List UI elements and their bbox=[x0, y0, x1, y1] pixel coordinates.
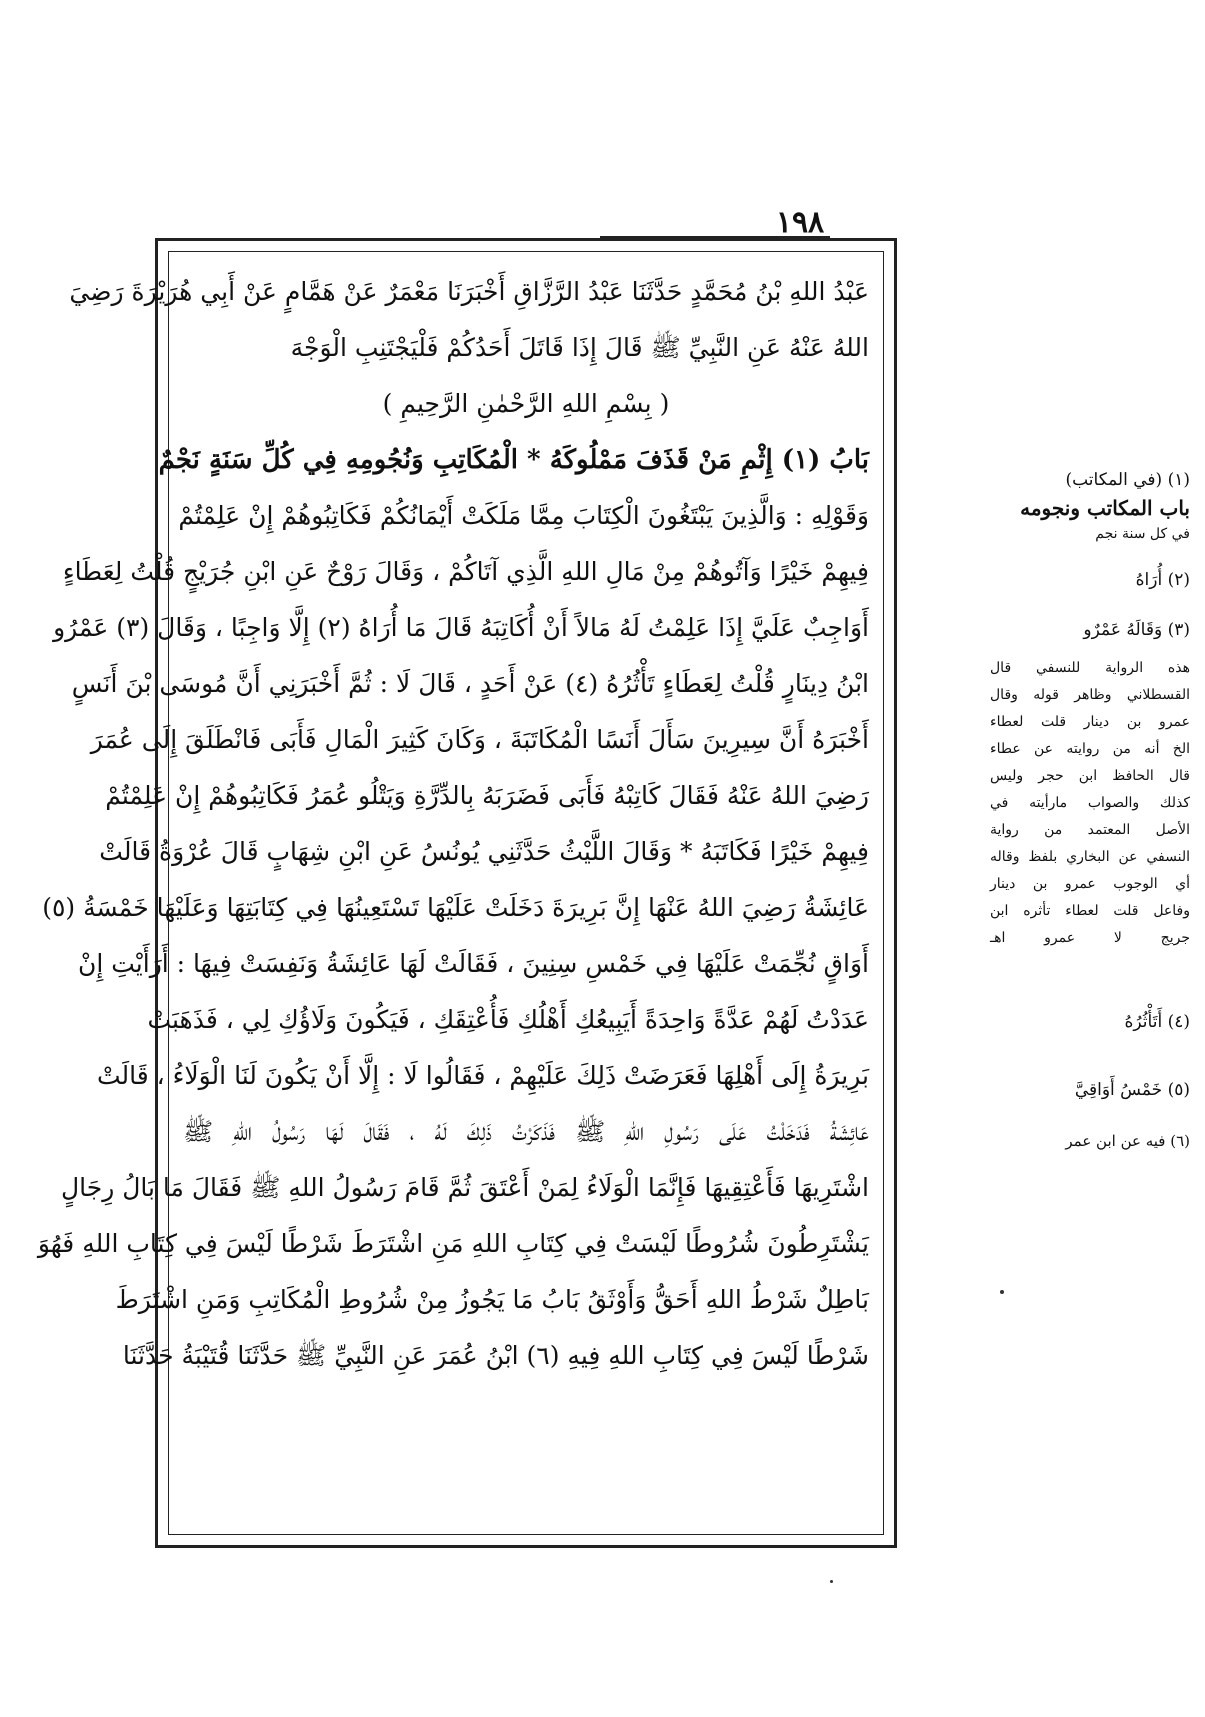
main-text-inner-frame bbox=[37, 251, 884, 1535]
margin-note-3-line: هذه الرواية للنسفي قال bbox=[990, 660, 1190, 676]
margin-note-4: (٤) أَتَأْثُرُهُ bbox=[1124, 1012, 1190, 1032]
margin-note-1-sub: في كل سنة نجم bbox=[1095, 526, 1190, 542]
text-line-19: بَاطِلٌ شَرْطُ اللهِ أَحَقُّ وَأَوْثَقُ بَابُ مَا يَجُوزُ مِنْ شُرُوطِ الْمُكَاتِبِ وَمَنِ اشْتَرَطَ bbox=[115, 1285, 869, 1314]
margin-note-3-line: جريج لا عمرو اهـ bbox=[990, 930, 1190, 946]
main-text-block bbox=[37, 264, 869, 1526]
text-line-1: عَبْدُ اللهِ بْنُ مُحَمَّدٍ حَدَّثَنَا عَبْدُ الرَّزَّاقِ أَخْبَرَنَا مَعْمَرٌ عَنْ هَمَّامٍ عَنْ أَبِي هُرَيْرَةَ رَضِيَ bbox=[69, 277, 869, 306]
chapter-heading: بَابُ (١) إِثْمِ مَنْ قَذَفَ مَمْلُوكَهُ * الْمُكَاتِبِ وَنُجُومِهِ فِي كُلِّ سَنَةٍ نَجْمٌ bbox=[158, 445, 869, 475]
main-text-frame bbox=[37, 238, 897, 1548]
page-number: ١٩٨ bbox=[775, 205, 825, 240]
text-line-11: فِيهِمْ خَيْرًا فَكَاتَبَهُ * وَقَالَ اللَّيْثُ حَدَّثَنِي يُونُسُ عَنِ ابْنِ شِهَابٍ قَالَ عُرْوَةُ قَالَتْ bbox=[99, 837, 869, 866]
basmala: ( بِسْمِ اللهِ الرَّحْمٰنِ الرَّحِيمِ ) bbox=[382, 389, 670, 418]
margin-note-3-line: الخ أنه من روايته عن عطاء bbox=[990, 741, 1190, 757]
margin-note-2: (٢) أُرَاهُ bbox=[1135, 570, 1190, 590]
margin-note-5: (٥) خَمْسُ أَوَاقِيَّ bbox=[1074, 1080, 1190, 1100]
text-line-14: عَدَدْتُ لَهُمْ عَدَّةً وَاحِدَةً أَيَبِيعُكِ أَهْلُكِ فَأُعْتِقَكِ ، فَيَكُونَ وَلَاؤُكِ لِي ، فَذَهَبَتْ bbox=[147, 1005, 869, 1034]
margin-note-3-line: النسفي عن البخاري بلفظ وقاله bbox=[990, 849, 1190, 865]
margin-note-3-line: القسطلاني وظاهر قوله وقال bbox=[990, 687, 1190, 703]
text-line-5: وَقَوْلِهِ : وَالَّذِينَ يَبْتَغُونَ الْكِتَابَ مِمَّا مَلَكَتْ أَيْمَانُكُمْ فَكَاتِبُوهُمْ إِنْ عَلِمْتُمْ bbox=[178, 501, 869, 530]
text-line-15: بَرِيرَةُ إِلَى أَهْلِهَا فَعَرَضَتْ ذَلِكَ عَلَيْهِمْ ، فَقَالُوا لَا : إِلَّا أَنْ يَكُونَ لَنَا الْوَلَاءُ ، قَالَتْ bbox=[96, 1061, 869, 1090]
margin-note-3-line: وفاعل قلت لعطاء تأثره ابن bbox=[990, 903, 1190, 919]
margin-note-3-line: الأصل المعتمد من رواية bbox=[990, 822, 1190, 838]
margin-note-3-line: أي الوجوب عمرو بن دينار bbox=[990, 876, 1190, 892]
text-line-6: فِيهِمْ خَيْرًا وَآتُوهُمْ مِنْ مَالِ اللهِ الَّذِي آتَاكُمْ ، وَقَالَ رَوْحٌ عَنِ ابْنِ جُرَيْجٍ قُلْتُ لِعَطَاءٍ bbox=[62, 557, 869, 586]
margin-note-3-line: كذلك والصواب مارأيته في bbox=[990, 795, 1190, 811]
text-line-13: أَوَاقٍ نُجِّمَتْ عَلَيْهَا فِي خَمْسِ سِنِينَ ، فَقَالَتْ لَهَا عَائِشَةُ وَنَفِسَتْ فِيهَا : أَرَأَيْتِ إِنْ bbox=[78, 949, 869, 978]
margin-note-1-label: (١) (في المكاتب) bbox=[1065, 470, 1190, 490]
margin-note-3-line: عمرو بن دينار قلت لعطاء bbox=[990, 714, 1190, 730]
margin-note-3-line: قال الحافظ ابن حجر وليس bbox=[990, 768, 1190, 784]
text-line-9: أَخْبَرَهُ أَنَّ سِيرِينَ سَأَلَ أَنَسًا الْمُكَاتَبَةَ ، وَكَانَ كَثِيرَ الْمَالِ فَأَبَى فَانْطَلَقَ إِلَى عُمَرَ bbox=[90, 725, 869, 754]
margin-note-1-heading: باب المكاتب ونجومه bbox=[1020, 496, 1190, 520]
margin-note-3-label: (٣) وَقَالَهُ عَمْرٌو bbox=[1083, 620, 1190, 640]
text-line-10: رَضِيَ اللهُ عَنْهُ فَقَالَ كَاتِبْهُ فَأَبَى فَضَرَبَهُ بِالدِّرَّةِ وَيَتْلُو عُمَرُ فَكَاتِبُوهُمْ إِنْ عَلِمْتُمْ bbox=[105, 781, 869, 810]
text-line-7: أَوَاجِبٌ عَلَيَّ إِذَا عَلِمْتُ لَهُ مَالاً أَنْ أُكَاتِبَهُ قَالَ مَا أُرَاهُ (٢) إِلَّا وَاجِبًا ، وَقَالَ (٣) عَمْرُو bbox=[53, 613, 869, 642]
print-speck bbox=[830, 1580, 833, 1583]
text-line-12: عَائِشَةُ رَضِيَ اللهُ عَنْهَا إِنَّ بَرِيرَةَ دَخَلَتْ عَلَيْهَا تَسْتَعِينُهَا فِي كِتَابَتِهَا وَعَلَيْهَا خَمْسَةُ (٥) bbox=[42, 893, 869, 922]
text-line-16: عَائِشَةُ فَدَخَلْتُ عَلَى رَسُولِ اللهِ ﷺ فَذَكَرْتُ ذَلِكَ لَهُ ، فَقَالَ لَهَا رَسُولُ اللهِ ﷺ bbox=[183, 1117, 869, 1146]
text-line-8: ابْنُ دِينَارٍ قُلْتُ لِعَطَاءٍ تَأْثُرُهُ (٤) عَنْ أَحَدٍ ، قَالَ لَا : ثُمَّ أَخْبَرَنِي أَنَّ مُوسَى بْنَ أَنَسٍ bbox=[71, 669, 869, 698]
print-speck bbox=[1000, 1290, 1004, 1294]
margin-note-3-body bbox=[990, 655, 1190, 952]
text-line-2: اللهُ عَنْهُ عَنِ النَّبِيِّ ﷺ قَالَ إِذَا قَاتَلَ أَحَدُكُمْ فَلْيَجْتَنِبِ الْوَجْهَ bbox=[290, 333, 869, 362]
text-line-20: شَرْطًا لَيْسَ فِي كِتَابِ اللهِ فِيهِ (٦) ابْنُ عُمَرَ عَنِ النَّبِيِّ ﷺ حَدَّثَنَا قُتَيْبَةُ حَدَّثَنَا bbox=[122, 1341, 869, 1370]
margin-note-6: (٦) فيه عن ابن عمر bbox=[1065, 1132, 1190, 1150]
text-line-17: اشْتَرِيهَا فَأَعْتِقِيهَا فَإِنَّمَا الْوَلَاءُ لِمَنْ أَعْتَقَ ثُمَّ قَامَ رَسُولُ اللهِ ﷺ فَقَالَ مَا بَالُ رِجَالٍ bbox=[60, 1173, 869, 1202]
text-line-18: يَشْتَرِطُونَ شُرُوطًا لَيْسَتْ فِي كِتَابِ اللهِ مَنِ اشْتَرَطَ شَرْطًا لَيْسَ فِي كِتَابِ اللهِ فَهُوَ bbox=[37, 1229, 869, 1258]
